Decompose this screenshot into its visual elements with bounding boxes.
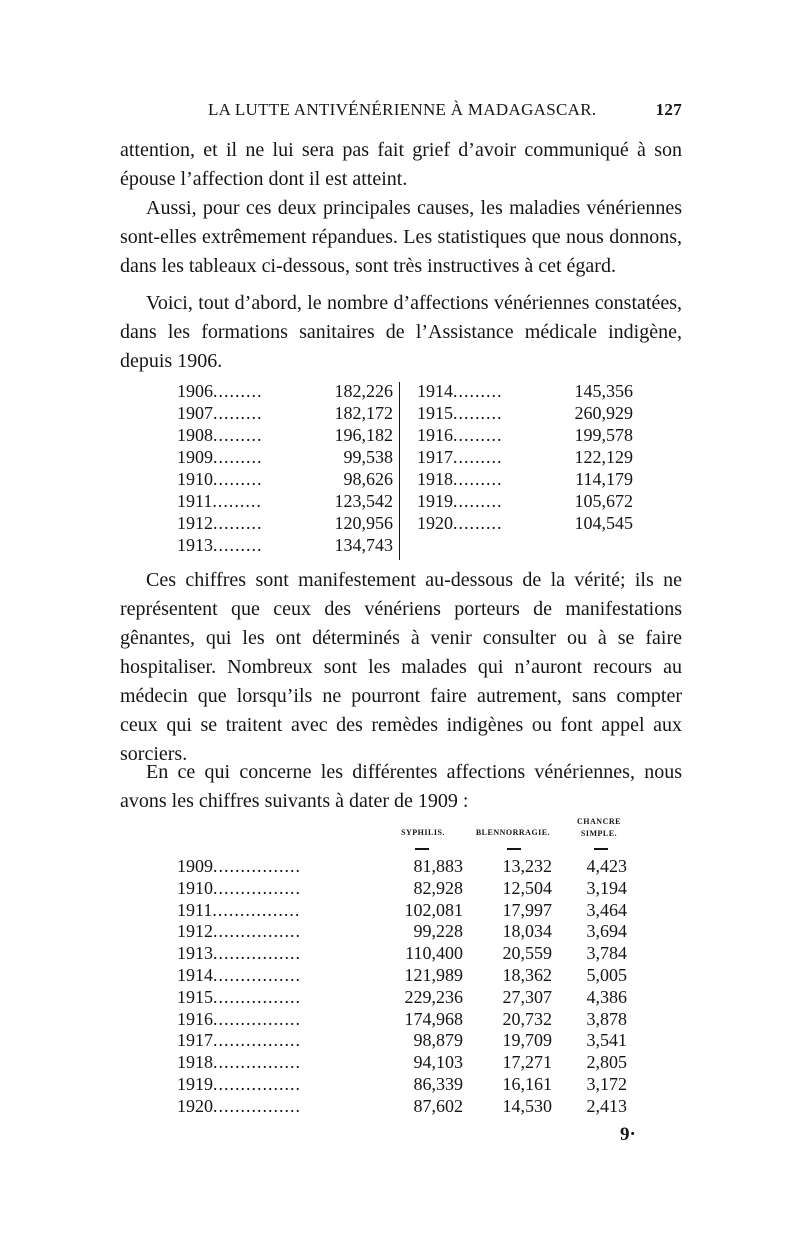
annual-cases-table xyxy=(177,380,637,560)
blennorragie-value: 17,271 xyxy=(502,1052,552,1073)
year: 1910 ..... xyxy=(177,468,263,490)
table-row xyxy=(417,424,637,446)
table-row xyxy=(417,490,637,512)
syphilis-value: 86,339 xyxy=(413,1073,463,1094)
year: 1912 ..... xyxy=(177,921,301,943)
year: 1917 ..... xyxy=(417,446,503,468)
header-rule xyxy=(507,848,521,850)
paragraph-5: En ce qui concerne les différentes affections vénériennes, nous avons les chiffres suivants à dater de 1909 : xyxy=(120,761,682,812)
blennorragie-value: 17,997 xyxy=(502,899,552,920)
syphilis-value: 174,968 xyxy=(404,1008,463,1029)
year: 1910 ..... xyxy=(177,878,301,900)
blennorragie-value: 19,709 xyxy=(502,1030,552,1051)
value: 120,956 xyxy=(334,513,393,533)
value: 114,179 xyxy=(575,469,633,489)
table-row xyxy=(177,878,637,900)
signature-mark: 9· xyxy=(620,1124,636,1145)
chancre-value: 3,464 xyxy=(586,899,627,920)
year: 1919 ..... xyxy=(417,490,503,512)
table1-right-column xyxy=(417,380,637,534)
table-row xyxy=(177,987,637,1009)
table-row xyxy=(177,856,637,878)
running-head xyxy=(120,100,682,124)
year: 1920 ..... xyxy=(417,512,503,534)
syphilis-value: 110,400 xyxy=(405,943,463,964)
paragraph-3: Voici, tout d’abord, le nombre d’affections vénériennes constatées, dans les formations sanitaires de l’Assistance médicale indigène, depuis 1906. xyxy=(120,292,682,372)
year: 1915 ..... xyxy=(417,402,503,424)
syphilis-value: 98,879 xyxy=(413,1030,463,1051)
table-row xyxy=(177,1009,637,1031)
header-chancre-line1: CHANCRE xyxy=(577,817,621,826)
table-row xyxy=(417,446,637,468)
year: 1909 ..... xyxy=(177,446,263,468)
year: 1912 ..... xyxy=(177,512,263,534)
chancre-value: 4,423 xyxy=(586,856,627,876)
blennorragie-value: 27,307 xyxy=(502,986,552,1007)
page-number: 127 xyxy=(655,100,682,119)
year: 1914 ..... xyxy=(417,380,503,402)
chancre-value: 3,172 xyxy=(586,1073,627,1094)
table-row xyxy=(177,965,637,987)
table-row xyxy=(177,1052,637,1074)
header-syphilis: SYPHILIS. xyxy=(401,828,445,837)
paragraph-4: Ces chiffres sont manifestement au-dessous de la vérité; ils ne représentent que ceux des vénériens porteurs de manifestations gênantes, qui les ont déterminés à venir consulter ou à se faire hospitaliser. Nombreux sont les malades qui n’auront recours au médecin que lorsqu’ils ne pourront faire autrement, sans compter ceux qui se traitent avec des remèdes indigènes ou font appel aux sorciers. xyxy=(120,569,682,765)
year: 1913 ..... xyxy=(177,534,263,556)
blennorragie-value: 18,362 xyxy=(502,964,552,985)
table2-body xyxy=(177,856,637,1118)
value: 182,226 xyxy=(334,381,393,401)
syphilis-value: 82,928 xyxy=(413,877,463,898)
table-row xyxy=(417,380,637,402)
chancre-value: 3,784 xyxy=(586,943,627,964)
value: 99,538 xyxy=(343,447,393,467)
table-row xyxy=(177,921,637,943)
year: 1908 ..... xyxy=(177,424,263,446)
header-chancre-line2: SIMPLE. xyxy=(580,829,618,838)
blennorragie-value: 12,504 xyxy=(502,877,552,898)
value: 105,672 xyxy=(574,491,633,511)
year: 1916 ..... xyxy=(177,1009,301,1031)
chancre-value: 2,805 xyxy=(586,1052,627,1073)
year: 1915 ..... xyxy=(177,987,301,1009)
chancre-value: 2,413 xyxy=(586,1095,627,1116)
table-row xyxy=(177,534,397,556)
year: 1918 ..... xyxy=(417,468,503,490)
year: 1911 ..... xyxy=(177,490,262,512)
year: 1918 ..... xyxy=(177,1052,301,1074)
table-row xyxy=(177,468,397,490)
year: 1919 ..... xyxy=(177,1074,301,1096)
table-row xyxy=(417,512,637,534)
year: 1906 ..... xyxy=(177,380,263,402)
value: 123,542 xyxy=(334,491,393,511)
value: 134,743 xyxy=(334,535,393,555)
disease-breakdown-table xyxy=(177,812,637,1122)
year: 1914 ..... xyxy=(177,965,301,987)
chancre-value: 3,878 xyxy=(586,1008,627,1029)
table-row xyxy=(177,943,637,965)
table-row xyxy=(177,1030,637,1052)
syphilis-value: 102,081 xyxy=(404,899,463,920)
year: 1920 ..... xyxy=(177,1096,301,1118)
table1-left-column xyxy=(177,380,397,556)
chancre-value: 3,194 xyxy=(586,877,627,898)
table-row xyxy=(177,446,397,468)
table-row xyxy=(417,468,637,490)
blennorragie-value: 20,559 xyxy=(502,943,552,964)
value: 260,929 xyxy=(574,403,633,423)
syphilis-value: 121,989 xyxy=(404,964,463,985)
syphilis-value: 229,236 xyxy=(404,986,463,1007)
table-row xyxy=(417,402,637,424)
syphilis-value: 81,883 xyxy=(413,856,463,876)
value: 199,578 xyxy=(574,425,633,445)
column-divider xyxy=(399,382,400,560)
table-row xyxy=(177,900,637,922)
value: 196,182 xyxy=(334,425,393,445)
paragraph-2: Aussi, pour ces deux principales causes, les maladies vénériennes sont-elles extrêmement répandues. Les statistiques que nous donnons, dans les tableaux ci-dessous, sont très instructives à cet égard. xyxy=(120,197,682,277)
year: 1911 ..... xyxy=(177,900,300,922)
year: 1917 ..... xyxy=(177,1030,301,1052)
table-row xyxy=(177,512,397,534)
header-blennorragie: BLENNORRAGIE. xyxy=(475,828,551,837)
syphilis-value: 94,103 xyxy=(413,1052,463,1073)
syphilis-value: 99,228 xyxy=(413,921,463,942)
header-rule xyxy=(594,848,608,850)
table-row xyxy=(177,490,397,512)
blennorragie-value: 16,161 xyxy=(502,1073,552,1094)
blennorragie-value: 20,732 xyxy=(502,1008,552,1029)
year: 1907 ..... xyxy=(177,402,263,424)
year: 1913 ..... xyxy=(177,943,301,965)
blennorragie-value: 18,034 xyxy=(502,921,552,942)
table-row xyxy=(177,1074,637,1096)
chancre-value: 4,386 xyxy=(586,986,627,1007)
table-row xyxy=(177,424,397,446)
blennorragie-value: 13,232 xyxy=(502,856,552,876)
header-rule xyxy=(415,848,429,850)
table-row xyxy=(177,1096,637,1118)
chancre-value: 5,005 xyxy=(586,964,627,985)
table-row xyxy=(177,380,397,402)
table-row xyxy=(177,402,397,424)
syphilis-value: 87,602 xyxy=(413,1095,463,1116)
value: 98,626 xyxy=(343,469,393,489)
value: 182,172 xyxy=(334,403,393,423)
blennorragie-value: 14,530 xyxy=(502,1095,552,1116)
year: 1916 ..... xyxy=(417,424,503,446)
chancre-value: 3,694 xyxy=(586,921,627,942)
year: 1909 ..... xyxy=(177,856,301,878)
header-chancre xyxy=(569,816,629,840)
paragraph-1: attention, et il ne lui sera pas fait grief d’avoir communiqué à son épouse l’affection dont il est atteint. xyxy=(120,139,682,190)
running-title: LA LUTTE ANTIVÉNÉRIENNE À MADAGASCAR. xyxy=(208,100,597,119)
value: 145,356 xyxy=(574,381,633,401)
value: 104,545 xyxy=(574,513,633,533)
chancre-value: 3,541 xyxy=(586,1030,627,1051)
value: 122,129 xyxy=(574,447,633,467)
